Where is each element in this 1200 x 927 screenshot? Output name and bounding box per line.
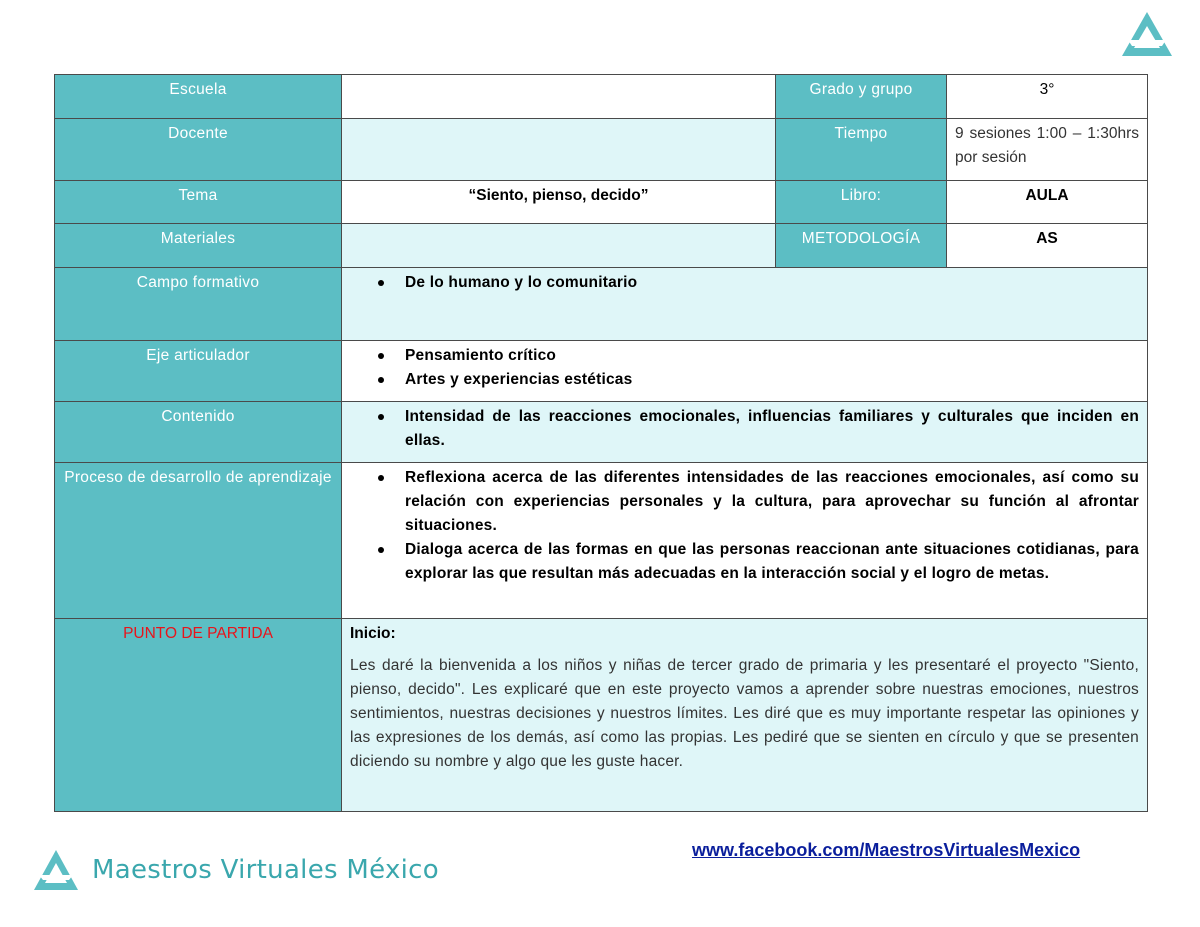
materiales-label: Materiales — [55, 224, 342, 268]
row-partida — [55, 619, 1148, 812]
escuela-label: Escuela — [55, 75, 342, 119]
row-campo — [55, 268, 1148, 341]
contenido-item: Intensidad de las reacciones emocionales, influencias familiares y culturales que inciden en ellas. — [350, 405, 1139, 453]
docente-value — [342, 119, 776, 181]
proceso-value — [342, 463, 1148, 619]
campo-value — [342, 268, 1148, 341]
row-contenido — [55, 402, 1148, 463]
row-docente — [55, 119, 1148, 181]
partida-text: Les daré la bienvenida a los niños y niñas de tercer grado de primaria y les presentaré el proyecto "Siento, pienso, decido". Les explicaré que en este proyecto vamos a aprender sobre nuestras emociones, nuestros sentimientos, nuestras decisiones y nuestros límites. Les diré que es muy importante respetar las opiniones y las expresiones de los demás, así como las propias. Les pediré que se sienten en círculo y que se presenten diciendo su nombre y algo que les guste hacer. — [350, 657, 1139, 770]
row-materiales — [55, 224, 1148, 268]
eje-item: Artes y experiencias estéticas — [350, 368, 1139, 392]
contenido-label: Contenido — [55, 402, 342, 463]
materiales-value — [342, 224, 776, 268]
grado-label: Grado y grupo — [776, 75, 947, 119]
tema-value: “Siento, pienso, decido” — [342, 181, 776, 224]
tiempo-value: 9 sesiones 1:00 – 1:30hrs por sesión — [947, 119, 1148, 181]
proceso-item: Reflexiona acerca de las diferentes intensidades de las reacciones emocionales, así como su relación con experiencias personales y la cultura, para aprovechar su función al afrontar situaciones. — [350, 466, 1139, 538]
triangle-logo-icon — [1120, 10, 1174, 58]
campo-label: Campo formativo — [55, 268, 342, 341]
eje-item: Pensamiento crítico — [350, 344, 1139, 368]
eje-value — [342, 341, 1148, 402]
lesson-plan-table — [54, 74, 1148, 812]
tiempo-label: Tiempo — [776, 119, 947, 181]
libro-label: Libro: — [776, 181, 947, 224]
escuela-value — [342, 75, 776, 119]
partida-value — [342, 619, 1148, 812]
row-eje — [55, 341, 1148, 402]
docente-label: Docente — [55, 119, 342, 181]
campo-item: De lo humano y lo comunitario — [350, 271, 1139, 295]
partida-heading: Inicio: — [350, 625, 396, 642]
facebook-link[interactable]: www.facebook.com/MaestrosVirtualesMexico — [692, 840, 1081, 860]
proceso-item: Dialoga acerca de las formas en que las personas reaccionan ante situaciones cotidianas, para explorar las que resultan más adecuadas en la interacción social y el logro de metas. — [350, 538, 1139, 586]
proceso-label: Proceso de desarrollo de aprendizaje — [55, 463, 342, 619]
libro-value: AULA — [947, 181, 1148, 224]
eje-label: Eje articulador — [55, 341, 342, 402]
row-proceso — [55, 463, 1148, 619]
metodologia-value: AS — [947, 224, 1148, 268]
tema-label: Tema — [55, 181, 342, 224]
grado-value: 3° — [947, 75, 1148, 119]
contenido-value — [342, 402, 1148, 463]
partida-label: PUNTO DE PARTIDA — [55, 619, 342, 812]
brand-name: Maestros Virtuales México — [92, 855, 439, 885]
row-tema — [55, 181, 1148, 224]
row-escuela — [55, 75, 1148, 119]
brand-logo-icon — [32, 848, 80, 892]
metodologia-label: METODOLOGÍA — [776, 224, 947, 268]
